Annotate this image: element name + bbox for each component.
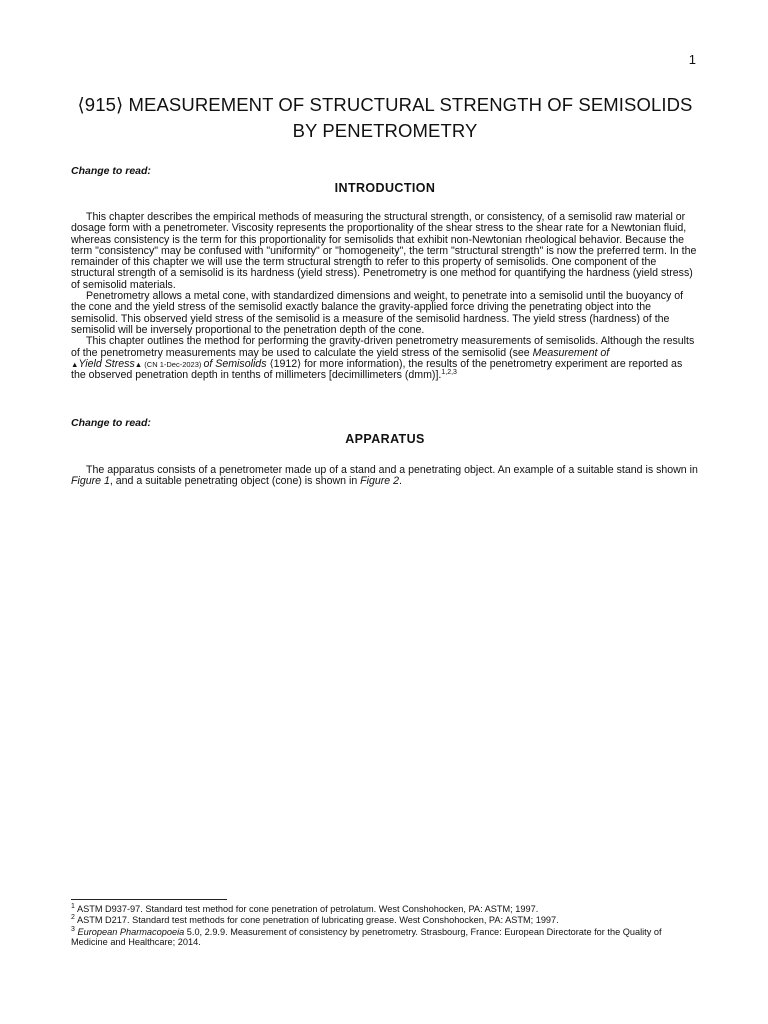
link-figure-2[interactable]: Figure 2	[360, 475, 400, 488]
change-note-apparatus: Change to read:	[71, 417, 151, 429]
revision-mark-close: ▲	[134, 359, 143, 369]
apparatus-text-a: The apparatus consists of a penetrometer made up of a stand and a penetrating object. An example of a suitable stand is shown in	[86, 464, 698, 476]
footnote-3	[71, 927, 698, 948]
link-of-semisolids[interactable]: of Semisolids	[203, 357, 267, 370]
footnote-number: 1	[71, 903, 75, 910]
revision-mark-open: ▲	[71, 359, 79, 369]
link-measurement-of[interactable]: Measurement of	[532, 346, 610, 359]
footnote-2	[71, 915, 698, 925]
page-number: 1	[688, 52, 696, 67]
footnotes	[71, 904, 698, 949]
link-yield-stress[interactable]: Yield Stress	[78, 357, 135, 370]
introduction-body	[71, 212, 698, 381]
section-heading-apparatus: APPARATUS	[345, 432, 425, 446]
footnote-source: European Pharmacopoeia	[77, 926, 185, 937]
section-heading-introduction: INTRODUCTION	[334, 181, 436, 195]
change-note-introduction: Change to read:	[71, 165, 151, 177]
apparatus-text-c: .	[399, 475, 402, 488]
apparatus-text-b: , and a suitable penetrating object (cone) is shown in	[109, 475, 361, 488]
footnote-divider	[71, 899, 227, 900]
link-figure-1[interactable]: Figure 1	[71, 475, 110, 488]
page-title: ⟨915⟩ MEASUREMENT OF STRUCTURAL STRENGTH OF SEMISOLIDS BY PENETROMETRY	[77, 94, 693, 141]
paragraph-3-ref: ⟨1912⟩ for more information), the results of the penetrometry experiment are reported as the observed penetration depth in tenths of millimeters [decimillimeters (dmm)].	[71, 357, 683, 382]
apparatus-body	[71, 465, 698, 488]
paragraph-3-start: This chapter outlines the method for performing the gravity-driven penetrometry measurements of semisolids. Although the results of the penetrometry measurements may be used to calculate the yield stress of the semisolid (see	[71, 335, 695, 359]
introduction-paragraph-3	[71, 336, 698, 381]
footnote-text: 5.0, 2.9.9. Measurement of consistency by penetrometry. Strasbourg, France: European Directorate for the Quality of Medicine and Healthcare; 2014.	[71, 926, 662, 948]
introduction-paragraph-1: This chapter describes the empirical methods of measuring the structural strength, or consistency, of a semisolid raw material or dosage form with a penetrometer. Viscosity represents the proportionality of the shear stress to the shear rate for a Newtonian fluid, whereas consistency is the term for this proportionality for semisolids that exhibit non-Newtonian rheological behavior. Because the term "consistency" may be confused with "uniformity" or "homogeneity", the term "structural strength" is now the preferred term. In the remainder of this chapter we will use the term structural strength to refer to this property of semisolids. One component of the structural strength of a semisolid is its hardness (yield stress). Penetrometry is one method for quantifying the hardness (yield stress) of semisolid materials.	[71, 211, 697, 291]
footnote-number: 3	[71, 925, 75, 933]
footnote-text: ASTM D217. Standard test methods for cone penetration of lubricating grease. West Conshohocken, PA: ASTM; 1997.	[76, 915, 559, 926]
footnote-number: 2	[71, 914, 75, 922]
footnote-refs[interactable]: 1,2,3	[441, 369, 457, 377]
apparatus-paragraph-1	[71, 465, 698, 488]
revision-note: (CN 1-Dec-2023)	[142, 359, 204, 369]
footnote-text: ASTM D937-97. Standard test method for cone penetration of petrolatum. West Conshohocken, PA: ASTM; 1997.	[76, 904, 539, 914]
footnote-1	[71, 904, 698, 914]
introduction-paragraph-2: Penetrometry allows a metal cone, with standardized dimensions and weight, to penetrate into a semisolid until the buoyancy of the cone and the yield stress of the semisolid exactly balance the gravity-applied force driving the penetrating object into the semisolid. This observed yield stress of the semisolid is a measure of the semisolid hardness. The yield stress (hardness) of the semisolid will be inversely proportional to the penetration depth of the cone.	[71, 290, 684, 336]
